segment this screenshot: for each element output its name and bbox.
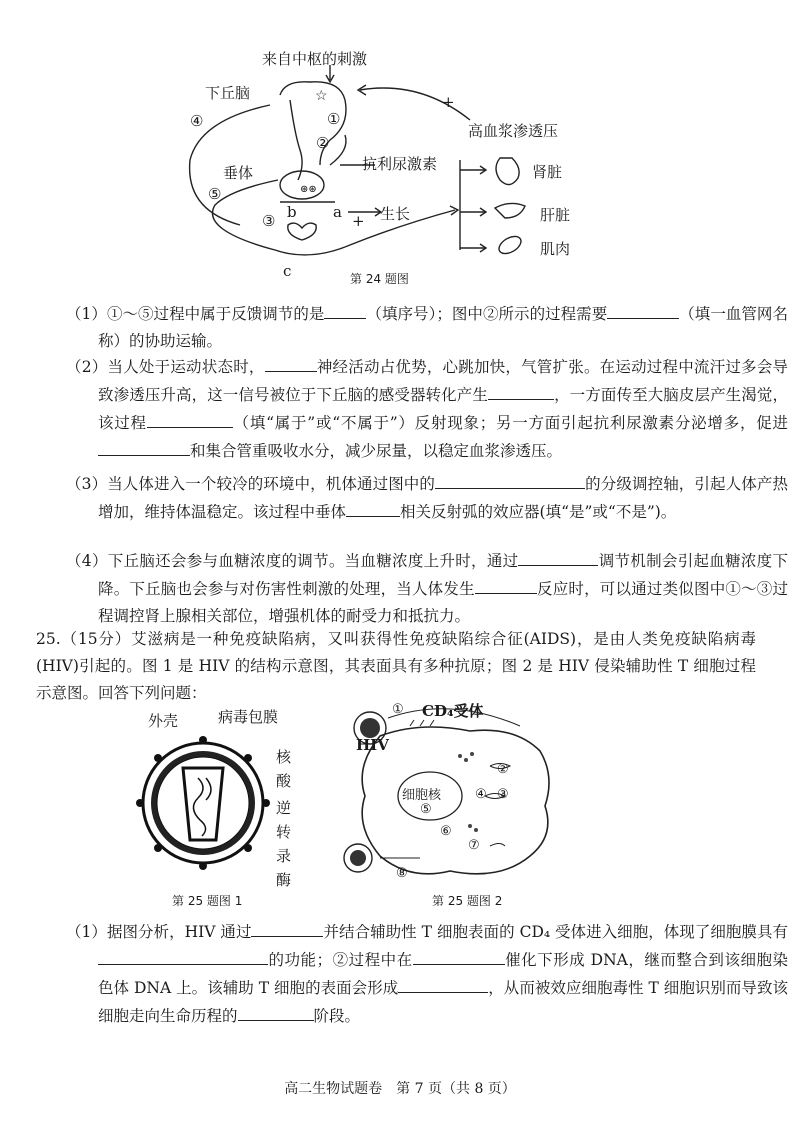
fig25b-nucleus-label: 细胞核 [402,788,442,803]
fig25a-rt-2: 转 [276,823,292,841]
fig24-top-label: 来自中枢的刺激 [262,50,368,68]
fig24-hypothalamus-label: 下丘脑 [205,84,251,102]
fig25a-rt-1: 逆 [276,799,292,817]
fig24-label-a: a [333,203,342,221]
liver-icon [495,203,525,218]
answer-blank[interactable] [398,974,488,993]
fig25a-shell-label: 外壳 [148,712,179,730]
fig24-adh-label: 抗利尿激素 [362,155,438,173]
fig24-plus-top: + [442,93,455,111]
answer-blank[interactable] [324,300,366,319]
fig24-marker-3: ③ [262,212,276,230]
fig25b-step-7: ⑦ [468,838,480,853]
answer-blank[interactable] [251,918,323,937]
fig25b-step-1: ① [392,702,404,717]
q24-part-3: （3）当人体进入一个较冷的环境中，机体通过图中的 的分级调控轴，引起人体产热增加，维持体温稳定。该过程中垂体 相关反射弧的效应器(填“是”或“不是”)。 [66,470,788,526]
fig24-label-c: c [283,262,292,280]
fig25b-step-5: ⑤ [420,802,432,817]
fig25b-step-8: ⑧ [396,866,408,881]
fig25a-rt-3: 录 [276,847,292,865]
answer-blank[interactable] [435,470,585,489]
fig24-pituitary-label: 垂体 [223,164,254,182]
fig24-plus-growth: + [352,212,365,230]
fig24-liver-label: 肝脏 [540,206,571,224]
answer-blank[interactable] [98,946,268,965]
svg-text:☆: ☆ [315,88,328,104]
q25-part-1: （1）据图分析，HIV 通过 并结合辅助性 T 细胞表面的 CD₄ 受体进入细胞，体现了细胞膜具有的功能；②过程中在 催化下形成 DNA，继而整合到该细胞染色体 DNA 上。该辅助 T 细胞的表面会形成 ，从而被效应细胞毒性 T 细胞识别而导致该细胞走向生命历程的 阶段。 [66,918,788,1030]
target-gland-icon [288,223,316,240]
answer-blank[interactable] [488,381,554,400]
page-footer: 高二生物试题卷 第 7 页（共 8 页） [284,1081,516,1097]
answer-blank[interactable] [475,575,537,594]
fig25a-rt-4: 酶 [276,871,292,889]
svg-text:⊛⊛: ⊛⊛ [300,184,317,195]
q24-part-2: （2）当人处于运动状态时， 神经活动占优势，心跳加快，气管扩张。在运动过程中流汗过多会导致渗透压升高，这一信号被位于下丘脑的感受器转化产生 ，一方面传至大脑皮层产生渴觉，该过程 （填“属于”或“不属于”）反射现象；另一方面引起抗利尿激素分泌增多，促进和集合管重吸收水分，减少尿量，以稳定血浆渗透压。 [66,353,788,465]
answer-blank[interactable] [238,1002,314,1021]
fig24-high-osmotic-label: 高血浆渗透压 [468,122,559,140]
fig25b-step-2: ② [497,762,509,777]
fig24-marker-5: ⑤ [208,185,222,203]
fig25a-caption: 第 25 题图 1 [172,894,243,908]
fig24-caption: 第 24 题图 [350,272,409,286]
fig24-marker-4: ④ [190,112,204,130]
q24-part-4: （4）下丘脑还会参与血糖浓度的调节。当血糖浓度上升时，通过 调节机制会引起血糖浓度下降。下丘脑也会参与对伤害性刺激的处理，当人体发生 反应时，可以通过类似图中①～③过程调控肾上腺相关部位，增强机体的耐受力和抵抗力。 [66,547,788,630]
answer-blank[interactable] [98,437,190,456]
fig24-muscle-label: 肌肉 [540,240,571,258]
answer-blank[interactable] [265,353,317,372]
fig25b-step-6: ⑥ [440,824,452,839]
fig24-growth-label: 生长 [380,205,411,223]
fig25a-nucleic-2: 酸 [276,772,292,790]
answer-blank[interactable] [147,409,233,428]
answer-blank[interactable] [607,300,679,319]
figure-25-2-infection-process [340,696,565,896]
figure-25-1-hiv-structure [128,728,278,878]
fig25a-envelope-label: 病毒包膜 [218,708,279,726]
muscle-icon [496,233,524,257]
fig25b-cd4-label: CD₄受体 [422,702,484,720]
fig24-kidney-label: 肾脏 [532,163,563,181]
q25-intro: 25.（15分）艾滋病是一种免疫缺陷病，又叫获得性免疫缺陷综合征(AIDS)，是由人类免疫缺陷病毒(HIV)引起的。图 1 是 HIV 的结构示意图，其表面具有多种抗原；图 2 是 HIV 侵染辅助性 T 细胞过程示意图。回答下列问题： [36,630,756,702]
fig25b-step-4: ④ [475,787,487,802]
fig25b-step-3: ③ [497,787,509,802]
answer-blank[interactable] [346,498,400,517]
fig24-marker-2: ② [316,134,330,152]
fig25b-caption: 第 25 题图 2 [432,894,503,908]
fig24-marker-1: ① [327,110,341,128]
kidney-icon [496,158,519,185]
fig25b-hiv-label: HIV [356,736,389,754]
q24-part-1: （1）①～⑤过程中属于反馈调节的是 （填序号）；图中②所示的过程需要 （填一血管网名称）的协助运输。 [66,300,788,355]
answer-blank[interactable] [518,547,598,566]
answer-blank[interactable] [413,946,505,965]
fig24-label-b: b [287,203,297,221]
fig25a-nucleic-1: 核 [276,748,292,766]
